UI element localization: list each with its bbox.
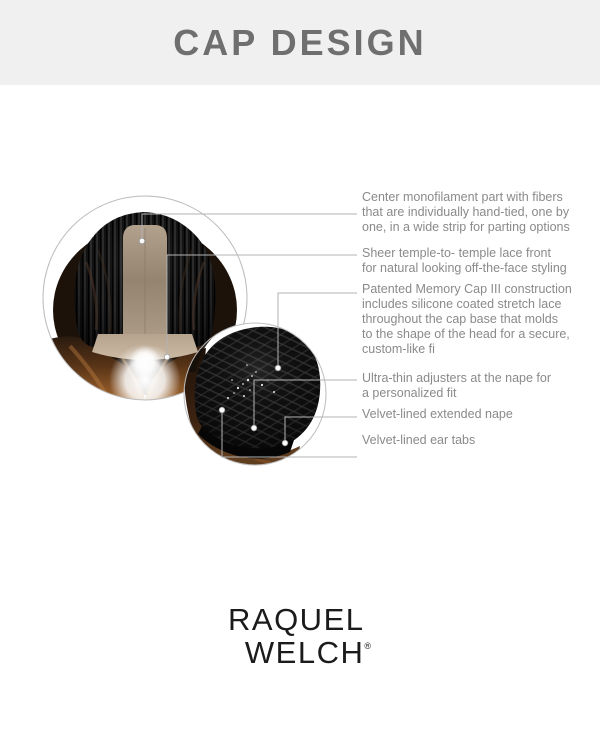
callout-dot-monofilament	[139, 238, 145, 244]
callout-dot-memory-cap	[275, 365, 281, 371]
callout-label-memory-cap: Patented Memory Cap III construction includes silicone coated stretch lace throughout the cap base that molds to the shape of the head for a secure, custom-like fi	[362, 282, 572, 356]
callout-label-lace-front: Sheer temple-to- temple lace front for natural looking off-the-face styling	[362, 246, 567, 275]
brand-logo-line2: WELCH®	[244, 635, 371, 670]
callout-label-adjusters: Ultra-thin adjusters at the nape for a personalized fit	[362, 371, 551, 400]
back-cap-photo	[184, 321, 326, 470]
brand-logo	[228, 602, 371, 670]
callout-label-extended-nape: Velvet-lined extended nape	[362, 407, 513, 421]
callout-label-monofilament: Center monofilament part with fibers that are individually hand-tied, one by one, in a wide strip for parting options	[362, 190, 570, 234]
page-title: CAP DESIGN	[173, 21, 427, 63]
registered-mark: ®	[364, 641, 371, 651]
callout-label-ear-tabs: Velvet-lined ear tabs	[362, 433, 476, 447]
callout-dot-extended-nape	[282, 440, 288, 446]
brand-logo-line1: RAQUEL	[228, 602, 365, 637]
callout-dot-ear-tabs	[219, 407, 225, 413]
callout-dot-lace-front	[164, 354, 170, 360]
callout-dot-adjusters	[251, 425, 257, 431]
